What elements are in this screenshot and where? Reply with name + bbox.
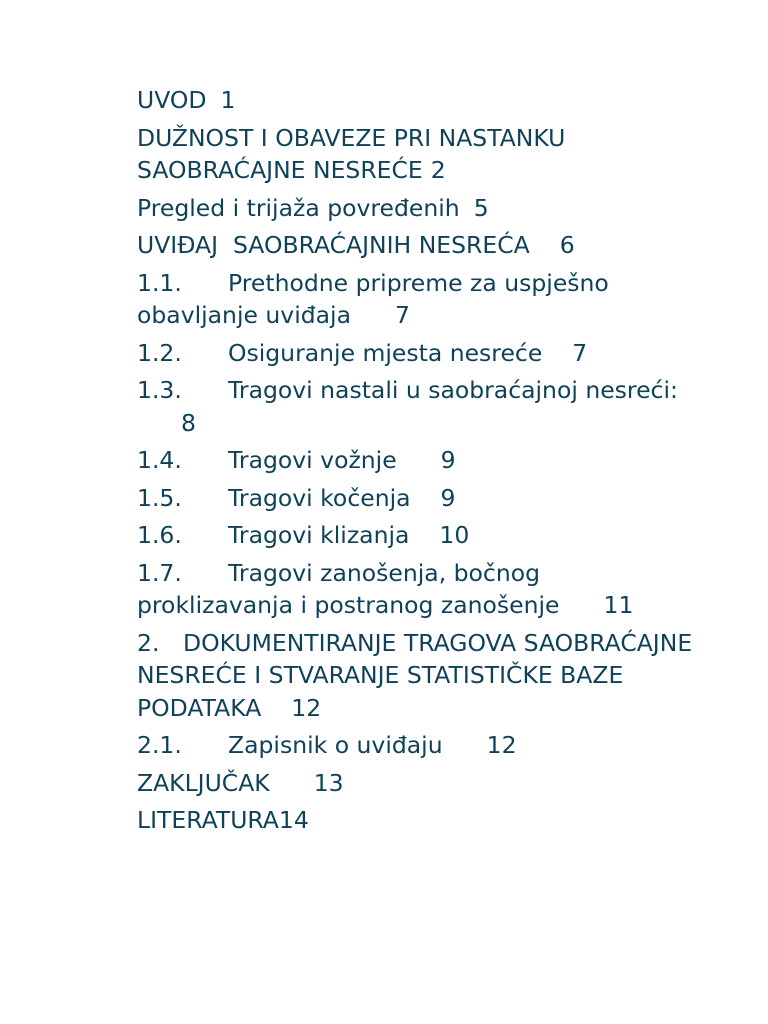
toc-entry-page: 9 [440,483,456,512]
toc-entry-number: 1.7. [137,558,182,587]
toc-entry-title: LITERATURA [137,806,279,834]
toc-entry-2-1[interactable] [137,729,697,762]
toc-entry-page: 6 [559,231,575,259]
toc-entry-uvidaj[interactable] [137,229,697,262]
toc-entry-title: Tragovi nastali u saobraćajnoj nesreći: [228,376,678,404]
toc-entry-number: 1.1. [137,268,182,297]
toc-entry-number: 1.3. [137,376,182,404]
toc-entry-title: Tragovi vožnje [228,446,397,474]
toc-entry-1-2[interactable] [137,337,697,370]
toc-entry-page: 9 [440,446,456,474]
toc-entry-page: 5 [473,193,489,222]
toc-entry-1-5[interactable] [137,482,697,515]
toc-entry-title: Prethodne pripreme za uspješno obavljanje uviđaja [137,268,617,329]
toc-entry-page: 8 [181,408,196,437]
toc-entry-title: Osiguranje mjesta nesreće [228,338,543,367]
toc-entry-2[interactable] [137,627,700,725]
toc-entry-page: 10 [439,521,470,549]
toc-entry-number: 1.4. [137,446,182,474]
toc-entry-title: Pregled i trijaža povređenih [137,193,460,222]
toc-entry-number: 2. [137,628,160,657]
toc-entry-duznost[interactable] [137,122,697,187]
toc-entry-page: 12 [486,731,517,759]
toc-entry-number: 1.5. [137,483,182,512]
toc-entry-1-7[interactable] [137,557,697,622]
toc-entry-title: UVIĐAJ SAOBRAĆAJNIH NESREĆA [137,231,530,259]
toc-entry-title: DUŽNOST I OBAVEZE PRI NASTANKU SAOBRAĆAJNE NESREĆE [137,123,573,184]
toc-entry-page: 14 [278,806,309,834]
toc-entry-page: 13 [313,768,344,797]
toc-entry-number: 1.2. [137,338,182,367]
toc-entry-page: 7 [395,301,410,329]
toc-entry-title: Zapisnik o uviđaju [228,731,443,759]
toc-entry-page: 2 [430,156,446,184]
toc-entry-pregled[interactable] [137,192,697,225]
toc-entry-literatura[interactable] [137,804,697,837]
toc-entry-zakljucak[interactable] [137,767,697,800]
toc-entry-title: ZAKLJUČAK [137,768,270,797]
toc-entry-1-1[interactable] [137,267,697,332]
toc-entry-1-6[interactable] [137,519,697,552]
toc-entry-title: Tragovi kočenja [228,483,411,512]
toc-entry-page: 12 [291,693,322,722]
toc-entry-title: Tragovi klizanja [228,521,410,549]
toc-entry-number: 2.1. [137,731,182,759]
toc-entry-number: 1.6. [137,521,182,549]
toc-entry-title: Tragovi zanošenja, bočnog proklizavanja i postranog zanošenje [137,558,560,619]
toc-entry-page: 11 [603,591,634,619]
toc-entry-page: 1 [220,86,236,114]
toc-entry-1-4[interactable] [137,444,697,477]
toc-entry-title: DOKUMENTIRANJE TRAGOVA SAOBRAĆAJNE NESREĆE I STVARANJE STATISTIČKE BAZE PODATAKA [137,628,700,722]
toc-entry-page: 7 [572,338,588,367]
table-of-contents [137,84,700,842]
toc-entry-uvod[interactable] [137,84,697,117]
toc-entry-title: UVOD [137,86,207,114]
toc-entry-1-3[interactable] [137,374,697,439]
